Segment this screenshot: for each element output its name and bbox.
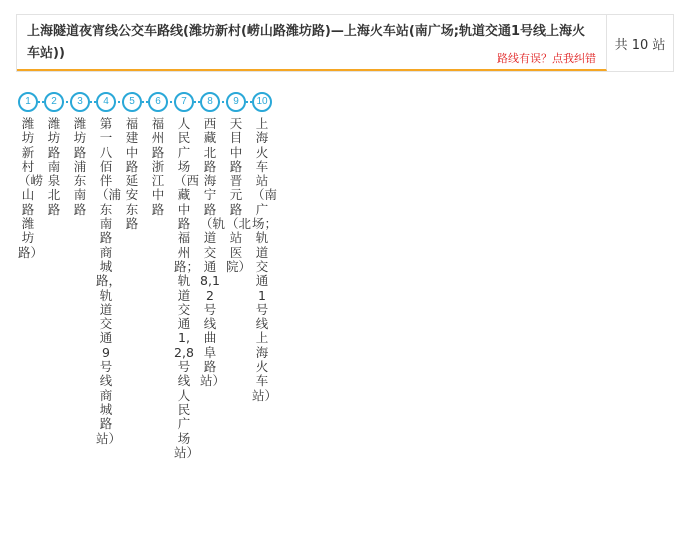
report-error-link[interactable]: 路线有误？点我纠错 [497,52,596,65]
stop-item[interactable] [96,92,122,446]
route-title: 上海隧道夜宵线公交车路线(潍坊新村(崂山路潍坊路)—上海火车站(南广场;轨道交通1号线上海火车站)) [27,24,586,61]
stop-list [18,92,678,542]
stop-number-badge: 10 [252,92,272,112]
stop-name: 天目中路晋元路（北站医院） [226,116,252,274]
stop-item[interactable] [200,92,226,389]
route-title-box [17,15,607,71]
stop-item[interactable] [148,92,168,217]
stop-item[interactable] [18,92,44,260]
stop-name: 潍坊新村（崂山路潍坊路） [18,116,44,260]
stop-item[interactable] [252,92,278,403]
stop-number-badge: 5 [122,92,142,112]
stop-name: 福建中路延安东路 [125,116,139,232]
stop-number-badge: 1 [18,92,38,112]
stop-number-badge: 4 [96,92,116,112]
stop-item[interactable] [226,92,252,274]
stop-number-badge: 3 [70,92,90,112]
stop-name: 上海火车站（南广场；轨道交通1号线上海火车站） [252,116,278,403]
stop-name: 福州路浙江中路 [151,116,165,217]
stop-name: 人民广场（西藏中路福州路；轨道交通1,2,8号线人民广场站） [174,116,200,460]
stop-name: 第一八佰伴（浦东南路商城路，轨道交通9号线商城路站） [96,116,122,446]
stop-item[interactable] [44,92,64,217]
stop-item[interactable] [122,92,142,231]
stop-number-badge: 6 [148,92,168,112]
stop-item[interactable] [70,92,90,217]
stop-name: 潍坊路浦东南路 [73,116,87,217]
route-header [16,14,674,72]
stop-name: 潍坊路南泉北路 [47,116,61,217]
stop-count: 共 10 站 [614,37,666,53]
stop-number-badge: 7 [174,92,194,112]
stop-number-badge: 9 [226,92,246,112]
stop-number-badge: 8 [200,92,220,112]
stop-item[interactable] [174,92,200,460]
stop-number-badge: 2 [44,92,64,112]
stop-name: 西藏北路海宁路（轨道交通8,12号线曲阜路站） [200,116,226,389]
